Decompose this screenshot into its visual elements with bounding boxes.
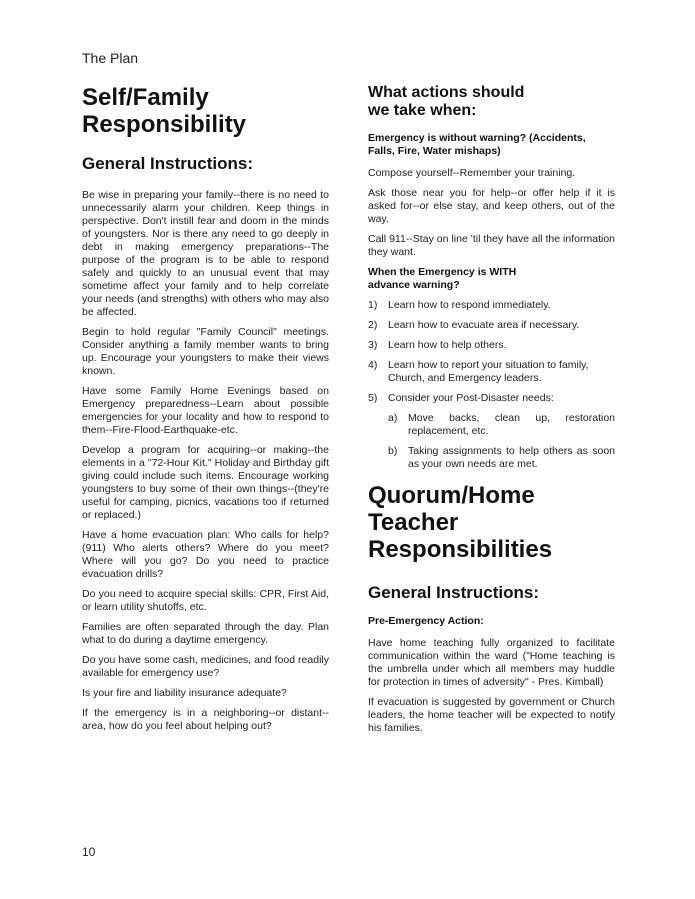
paragraph-ask-for-help: Ask those near you for help--or offer help if it is asked for--or else stay, and keep others, out of the way. [368, 187, 615, 225]
list-item-number: 5) [368, 392, 378, 404]
actions-title-line2: we take when: [368, 102, 477, 119]
list-item-number: 4) [368, 359, 378, 371]
self-family-title-line1: Self/Family [82, 84, 209, 111]
list-item-letter: a) [388, 412, 398, 424]
left-general-instructions-heading: General Instructions: [82, 154, 253, 173]
advance-warning-list [368, 299, 615, 471]
list-item-text: Learn how to report your situation to family, Church, and Emergency leaders. [388, 359, 589, 384]
quorum-title [368, 482, 615, 563]
self-family-title [82, 84, 329, 138]
list-item-text: Learn how to help others. [388, 339, 507, 351]
list-item [388, 412, 615, 438]
paragraph-family-council: Begin to hold regular "Family Council" meetings. Consider anything a family member wants to bring up. Encourage your youngsters to make their views known. [82, 326, 329, 377]
actions-title [368, 84, 615, 120]
paragraph-families-separated: Families are often separated through the day. Plan what to do during a daytime emergency. [82, 621, 329, 646]
post-disaster-list [388, 412, 615, 471]
paragraph-be-wise: Be wise in preparing your family--there is no need to unnecessarily alarm your children. Keep things in perspective. Don't instill fear and doom in the minds of youngsters. Nor is there any need to go deeply in debt in making emergency preparations--The purpose of the program is to be able to respond safely and quickly to an unusual event that may sometime affect your family and to help correlate your needs (and strengths) with others who may also be affected. [82, 189, 329, 318]
list-item [368, 339, 615, 352]
paragraph-helping-out: If the emergency is in a neighboring--or distant--area, how do you feel about helping out? [82, 707, 329, 732]
list-item [368, 359, 615, 385]
paragraph-home-teaching: Have home teaching fully organized to facilitate communication within the ward ("Home teaching is the umbrella under which all members may huddle for protection in times of adversity" - Pres. Kimball) [368, 637, 615, 688]
list-item [368, 392, 615, 471]
list-item-text: Consider your Post-Disaster needs: [388, 392, 554, 404]
quorum-title-line1: Quorum/Home [368, 482, 535, 509]
list-item [368, 319, 615, 332]
advance-warning-heading [368, 266, 615, 292]
list-item-number: 1) [368, 299, 378, 311]
advance-warning-heading-line2: advance warning? [368, 279, 460, 291]
list-item-letter: b) [388, 445, 398, 457]
paragraph-call-911: Call 911--Stay on line 'til they have all the information they want. [368, 233, 615, 258]
self-family-title-line2: Responsibility [82, 111, 247, 138]
list-item-text: Taking assignments to help others as soon as your own needs are met. [408, 445, 615, 470]
paragraph-evacuation-plan: Have a home evacuation plan: Who calls for help? (911) Who alerts others? Where do you meet? Where will you go? Do you need to practice evacuation drills? [82, 529, 329, 580]
paragraph-72-hour-kit: Develop a program for acquiring--or making--the elements in a "72-Hour Kit." Holiday and Birthday gift giving could include such items. Encourage working youngsters to buy some of their own things--(they're useful for camping, picnics, vacations too if returned or replaced.) [82, 444, 329, 521]
paragraph-home-evenings: Have some Family Home Evenings based on Emergency preparedness--Learn about possible emergencies for your locality and how to respond to them--Fire-Flood-Earthquake-etc. [82, 385, 329, 436]
right-general-instructions-heading: General Instructions: [368, 583, 539, 602]
paragraph-compose-yourself: Compose yourself--Remember your training. [368, 167, 576, 179]
quorum-title-line3: Responsibilities [368, 536, 553, 563]
list-item-number: 3) [368, 339, 378, 351]
list-item-text: Learn how to evacuate area if necessary. [388, 319, 580, 331]
paragraph-insurance: Is your fire and liability insurance adequate? [82, 687, 287, 699]
right-column [368, 84, 615, 742]
actions-title-line1: What actions should [368, 84, 525, 101]
pre-emergency-heading: Pre-Emergency Action: [368, 615, 484, 627]
page-number: 10 [82, 845, 96, 859]
list-item-text: Move backs, clean up, restoration replacement, etc. [408, 412, 615, 437]
paragraph-special-skills: Do you need to acquire special skills: CPR, First Aid, or learn utility shutoffs, etc. [82, 588, 329, 613]
list-item-text: Learn how to respond immediately. [388, 299, 551, 311]
paragraph-evacuation-notify: If evacuation is suggested by government or Church leaders, the home teacher will be expected to notify his families. [368, 696, 615, 734]
paragraph-cash-medicines: Do you have some cash, medicines, and food readily available for emergency use? [82, 654, 329, 679]
no-warning-heading [368, 132, 615, 158]
list-item [388, 445, 615, 471]
running-header: The Plan [82, 50, 139, 66]
advance-warning-heading-line1: When the Emergency is WITH [368, 266, 517, 278]
no-warning-heading-line2: Falls, Fire, Water mishaps) [368, 145, 501, 157]
left-column [82, 84, 329, 740]
no-warning-heading-line1: Emergency is without warning? (Accidents, [368, 132, 586, 144]
list-item [368, 299, 615, 312]
list-item-number: 2) [368, 319, 378, 331]
quorum-title-line2: Teacher [368, 509, 459, 536]
